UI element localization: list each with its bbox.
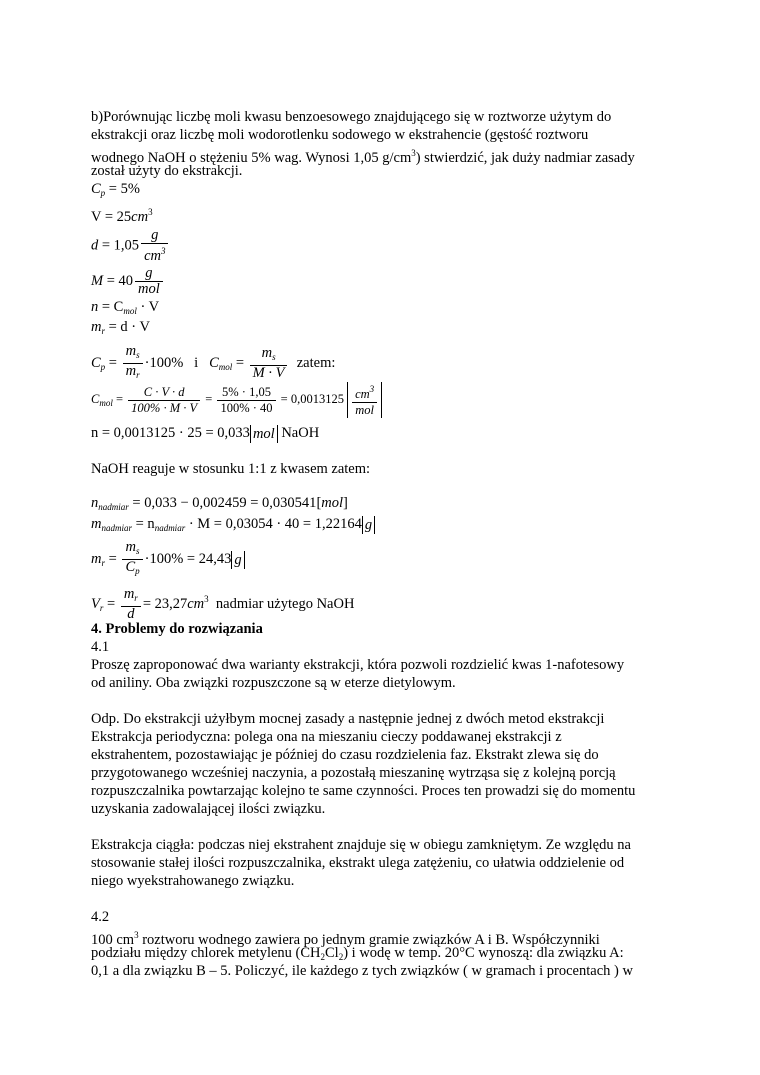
given-d: d = 1,05 $\frac{g}{cm^3}$ [91, 228, 170, 264]
continuous-line-3: niego wyekstrahowanego związku. [91, 873, 295, 889]
given-n: $n = C_{mol} \cdot V$ [91, 299, 160, 316]
formula-cmol-calc: $C_{mol}$ = $\frac{C \cdot V \cdot d}{100\% \cdot M \cdot V}$ = $\frac{5\% \cdot 1,05}{100\% \cdot 40}$ = 0,0013125 $\frac{cm^3}{\text{mol}}$ [91, 382, 382, 418]
intro-line-3: wodnego NaOH o stężeniu 5% wag. Wynosi 1,05 $g/cm^3$) stwierdzić, jak duży nadmiar zasady [91, 148, 635, 166]
calc-m-nadmiar: $m_{nadmiar} = n_{nadmiar} \cdot M = 0,03054 \cdot 40 = 1,22164$ g [91, 515, 375, 537]
problem-4-2-line-3: 0,1 a dla związku B – 5. Policzyć, ile każdego z tych związków ( w gramach i procentach ) w [91, 963, 633, 979]
given-cp: $C_p = 5\%$ [91, 181, 140, 198]
calc-mr: $m_r$ = $\frac{m_s}{C_p}$ ·100% = 24,43 g [91, 540, 245, 579]
continuous-line-1: Ekstrakcja ciągła: podczas niej ekstrahent znajduje się w obiegu zamkniętym. Ze względu na [91, 837, 631, 853]
problem-4-1-line-2: od aniliny. Oba związki rozpuszczone są w eterze dietylowym. [91, 675, 456, 691]
answer-line-1: Odp. Do ekstrakcji użyłbym mocnej zasady a następnie jednej z dwóch metod ekstrakcji [91, 711, 605, 727]
problem-4-1-line-1: Proszę zaproponować dwa warianty ekstrakcji, która pozwoli rozdzielić kwas 1-nafotesowy [91, 657, 625, 673]
problem-4-2-line-2: podziału między chlorek metylenu $(CH_2Cl_2)$ i wodę w temp. 20°C wynoszą: dla związku A: [91, 945, 624, 962]
problem-4-2-line-1: 100 $cm^3$ roztworu wodnego zawiera po jednym gramie związków A i B. Współczynniki [91, 930, 600, 948]
formula-cp-cmol: $C_p$ = $\frac{m_s}{m_r}$ ·100% i $C_{mol}$ = $\frac{m_s}{M \cdot V}$ zatem: [91, 343, 336, 381]
calc-n-nadmiar: $n_{nadmiar} = 0,033 - 0,002459 = 0,030541[mol]$ [91, 495, 348, 512]
answer-line-3: ekstrahentem, pozostawiając je później do czasu rozdzielenia faz. Ekstrakt zlewa się do [91, 747, 599, 763]
reaction-note: NaOH reaguje w stosunku 1:1 z kwasem zatem: [91, 461, 371, 477]
formula-n-result: n = 0,0013125 · 25 = 0,033 mol NaOH [91, 425, 320, 442]
answer-line-5: rozpuszczalnika powtarzając kolejno te same czynności. Proces ten prowadzi się do momentu [91, 783, 636, 799]
answer-line-4: przygotowanego wcześniej naczynia, a pozostałą mieszaninę wytrząsa się z kolejną porcją [91, 765, 616, 781]
given-v: $V = 25cm^3$ [91, 207, 153, 225]
intro-line-2: ekstrakcji oraz liczbę moli wodorotlenku sodowego w ekstrahencie (gęstość roztworu [91, 127, 589, 143]
answer-line-2: Ekstrakcja periodyczna: polega ona na mieszaniu cieczy poddawanej ekstrakcji z [91, 729, 562, 745]
calc-vr: $V_r$ = $\frac{m_r}{d}$ = $23,27cm^3$ nadmiar użytego NaOH [91, 586, 355, 622]
problem-4-1-number: 4.1 [91, 639, 110, 655]
intro-line-1: b)Porównując liczbę moli kwasu benzoesowego znajdującego się w roztworze użytym do [91, 109, 612, 125]
section-heading: 4. Problemy do rozwiązania [91, 621, 263, 637]
given-m: M = 40 $\frac{g}{\text{mol}}$ [91, 266, 165, 297]
intro-line-4: został użyty do ekstrakcji. [91, 163, 243, 179]
answer-line-6: uzyskania zadowalającej ilości związku. [91, 801, 326, 817]
continuous-line-2: stosowanie stałej ilości rozpuszczalnika, ekstrakt ulega zatężeniu, co ułatwia oddzielenie od [91, 855, 625, 871]
given-mr: $m_r = d \cdot V$ [91, 319, 150, 336]
problem-4-2-number: 4.2 [91, 909, 110, 925]
